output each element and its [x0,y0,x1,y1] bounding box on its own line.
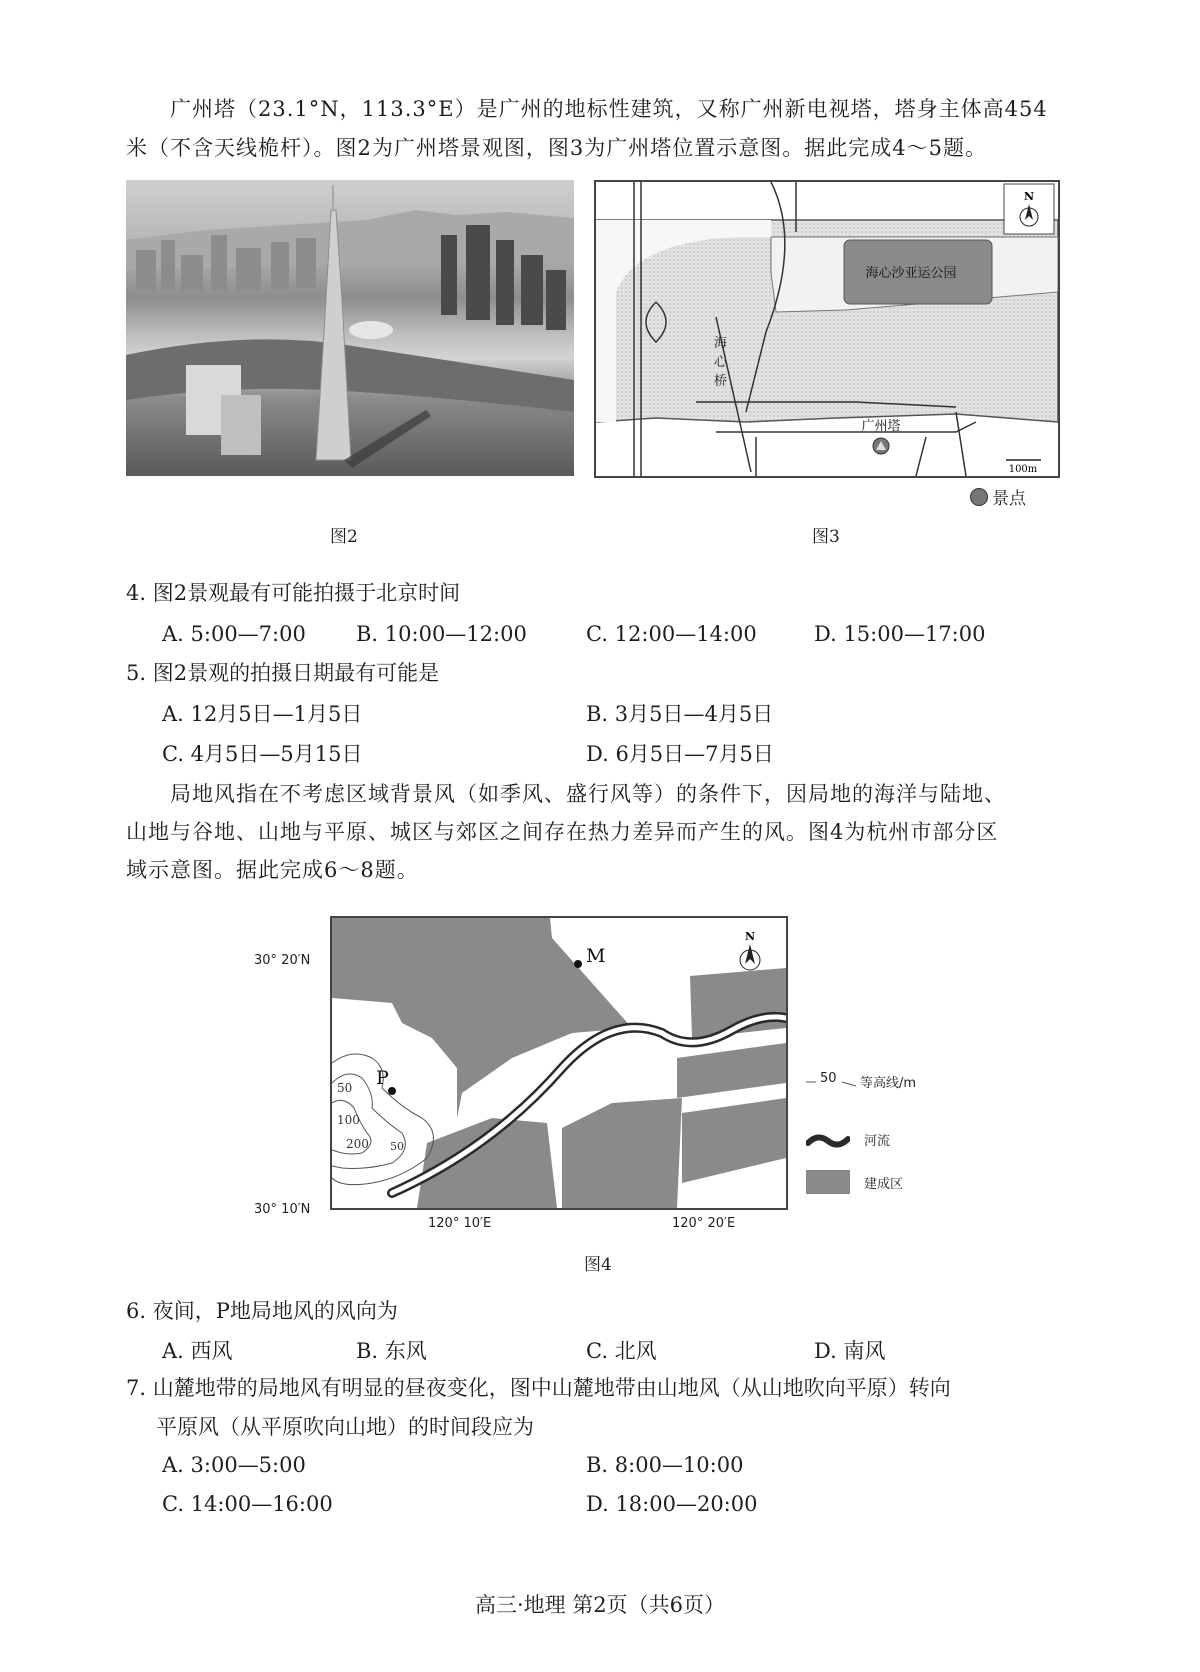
q7-option-a[interactable]: A. 3:00—5:00 [162,1453,306,1477]
fig3-map [594,180,1060,478]
legend-river-icon [806,1131,850,1149]
fig4-contour-50b: 50 [390,1140,404,1153]
fig3-bridge-label-0: 海 [714,336,728,351]
fig3-bridge-label-1: 心 [714,355,728,370]
fig4-contour-100: 100 [337,1113,360,1127]
legend-built-label: 建成区 [864,1176,904,1192]
intro1-line1: 广州塔（23.1°N，113.3°E）是广州的地标性建筑，又称广州新电视塔，塔身主体高454 [170,97,1048,121]
page-footer: 高三·地理 第2页（共6页） [474,1593,726,1617]
fig3-map-drawing [596,182,1058,476]
q5-option-b[interactable]: B. 3月5日—4月5日 [586,702,774,726]
photo-sketch [126,180,574,476]
q6-option-c[interactable]: C. 北风 [586,1339,657,1363]
intro2-line1: 局地风指在不考虑区域背景风（如季风、盛行风等）的条件下，因局地的海洋与陆地、 [170,782,1006,806]
fig3-legend [970,484,1026,509]
fig4-north-label: N [744,930,756,943]
fig4-lon-left: 120° 10′E [428,1216,492,1231]
q6-option-a[interactable]: A. 西风 [162,1339,233,1363]
q6-stem: 6. 夜间，P地局地风的风向为 [126,1299,398,1323]
fig4-caption: 图4 [584,1255,612,1275]
legend-contour-value: 50 [820,1071,837,1086]
q7-option-d[interactable]: D. 18:00—20:00 [586,1492,758,1516]
legend-spot-icon [970,488,988,506]
fig3-caption: 图3 [812,527,840,547]
fig3-park-label: 海心沙亚运公园 [865,266,957,281]
q4-stem: 4. 图2景观最有可能拍摄于北京时间 [126,581,461,605]
fig4-contour-50: 50 [337,1081,353,1095]
legend-built-swatch [806,1170,850,1194]
legend-contour-label: 等高线/m [860,1076,917,1091]
q5-option-a[interactable]: A. 12月5日—1月5日 [162,702,363,726]
q5-option-c[interactable]: C. 4月5日—5月15日 [162,742,363,766]
intro1-line2: 米（不含天线桅杆）。图2为广州塔景观图，图3为广州塔位置示意图。据此完成4～5题。 [126,136,987,160]
fig4-point-m: M [586,945,606,967]
legend-contour [806,1072,916,1091]
intro2-line3: 域示意图。据此完成6～8题。 [126,858,419,882]
q6-option-d[interactable]: D. 南风 [814,1339,886,1363]
q7-stem-line2: 平原风（从平原吹向山地）的时间段应为 [156,1415,534,1439]
fig3-north-label: N [1023,190,1035,203]
fig4-lon-right: 120° 20′E [672,1216,736,1231]
fig3-legend-label: 景点 [992,489,1026,509]
q4-option-d[interactable]: D. 15:00—17:00 [814,622,986,646]
q7-option-c[interactable]: C. 14:00—16:00 [162,1492,333,1516]
fig4-lat-bottom: 30° 10′N [254,1202,311,1217]
point-p-marker [388,1087,396,1095]
fig4-contour-200: 200 [346,1137,369,1151]
q7-stem-line1: 7. 山麓地带的局地风有明显的昼夜变化，图中山麓地带由山地风（从山地吹向平原）转向 [126,1376,951,1400]
q7-option-b[interactable]: B. 8:00—10:00 [586,1453,744,1477]
legend-river [806,1130,890,1149]
q4-option-c[interactable]: C. 12:00—14:00 [586,622,757,646]
intro2-line2: 山地与谷地、山地与平原、城区与郊区之间存在热力差异而产生的风。图4为杭州市部分区 [126,820,999,844]
point-m-marker [574,960,582,968]
q5-stem: 5. 图2景观的拍摄日期最有可能是 [126,661,440,685]
guangzhou-tower-photo [126,180,574,476]
q4-option-b[interactable]: B. 10:00—12:00 [356,622,527,646]
fig3-scale-label: 100m [1008,464,1038,475]
q6-option-b[interactable]: B. 东风 [356,1339,427,1363]
fig4-map-drawing [332,918,786,1208]
legend-river-label: 河流 [864,1134,891,1149]
fig2-caption: 图2 [330,527,358,547]
fig4-point-p: P [376,1067,389,1089]
q4-option-a[interactable]: A. 5:00—7:00 [162,622,306,646]
fig3-tower-label: 广州塔 [861,419,901,434]
fig3-bridge-label-2: 桥 [714,374,728,389]
legend-built [806,1170,903,1194]
q5-option-d[interactable]: D. 6月5日—7月5日 [586,742,774,766]
fig4-lat-top: 30° 20′N [254,953,311,968]
fig4-map [330,916,788,1210]
